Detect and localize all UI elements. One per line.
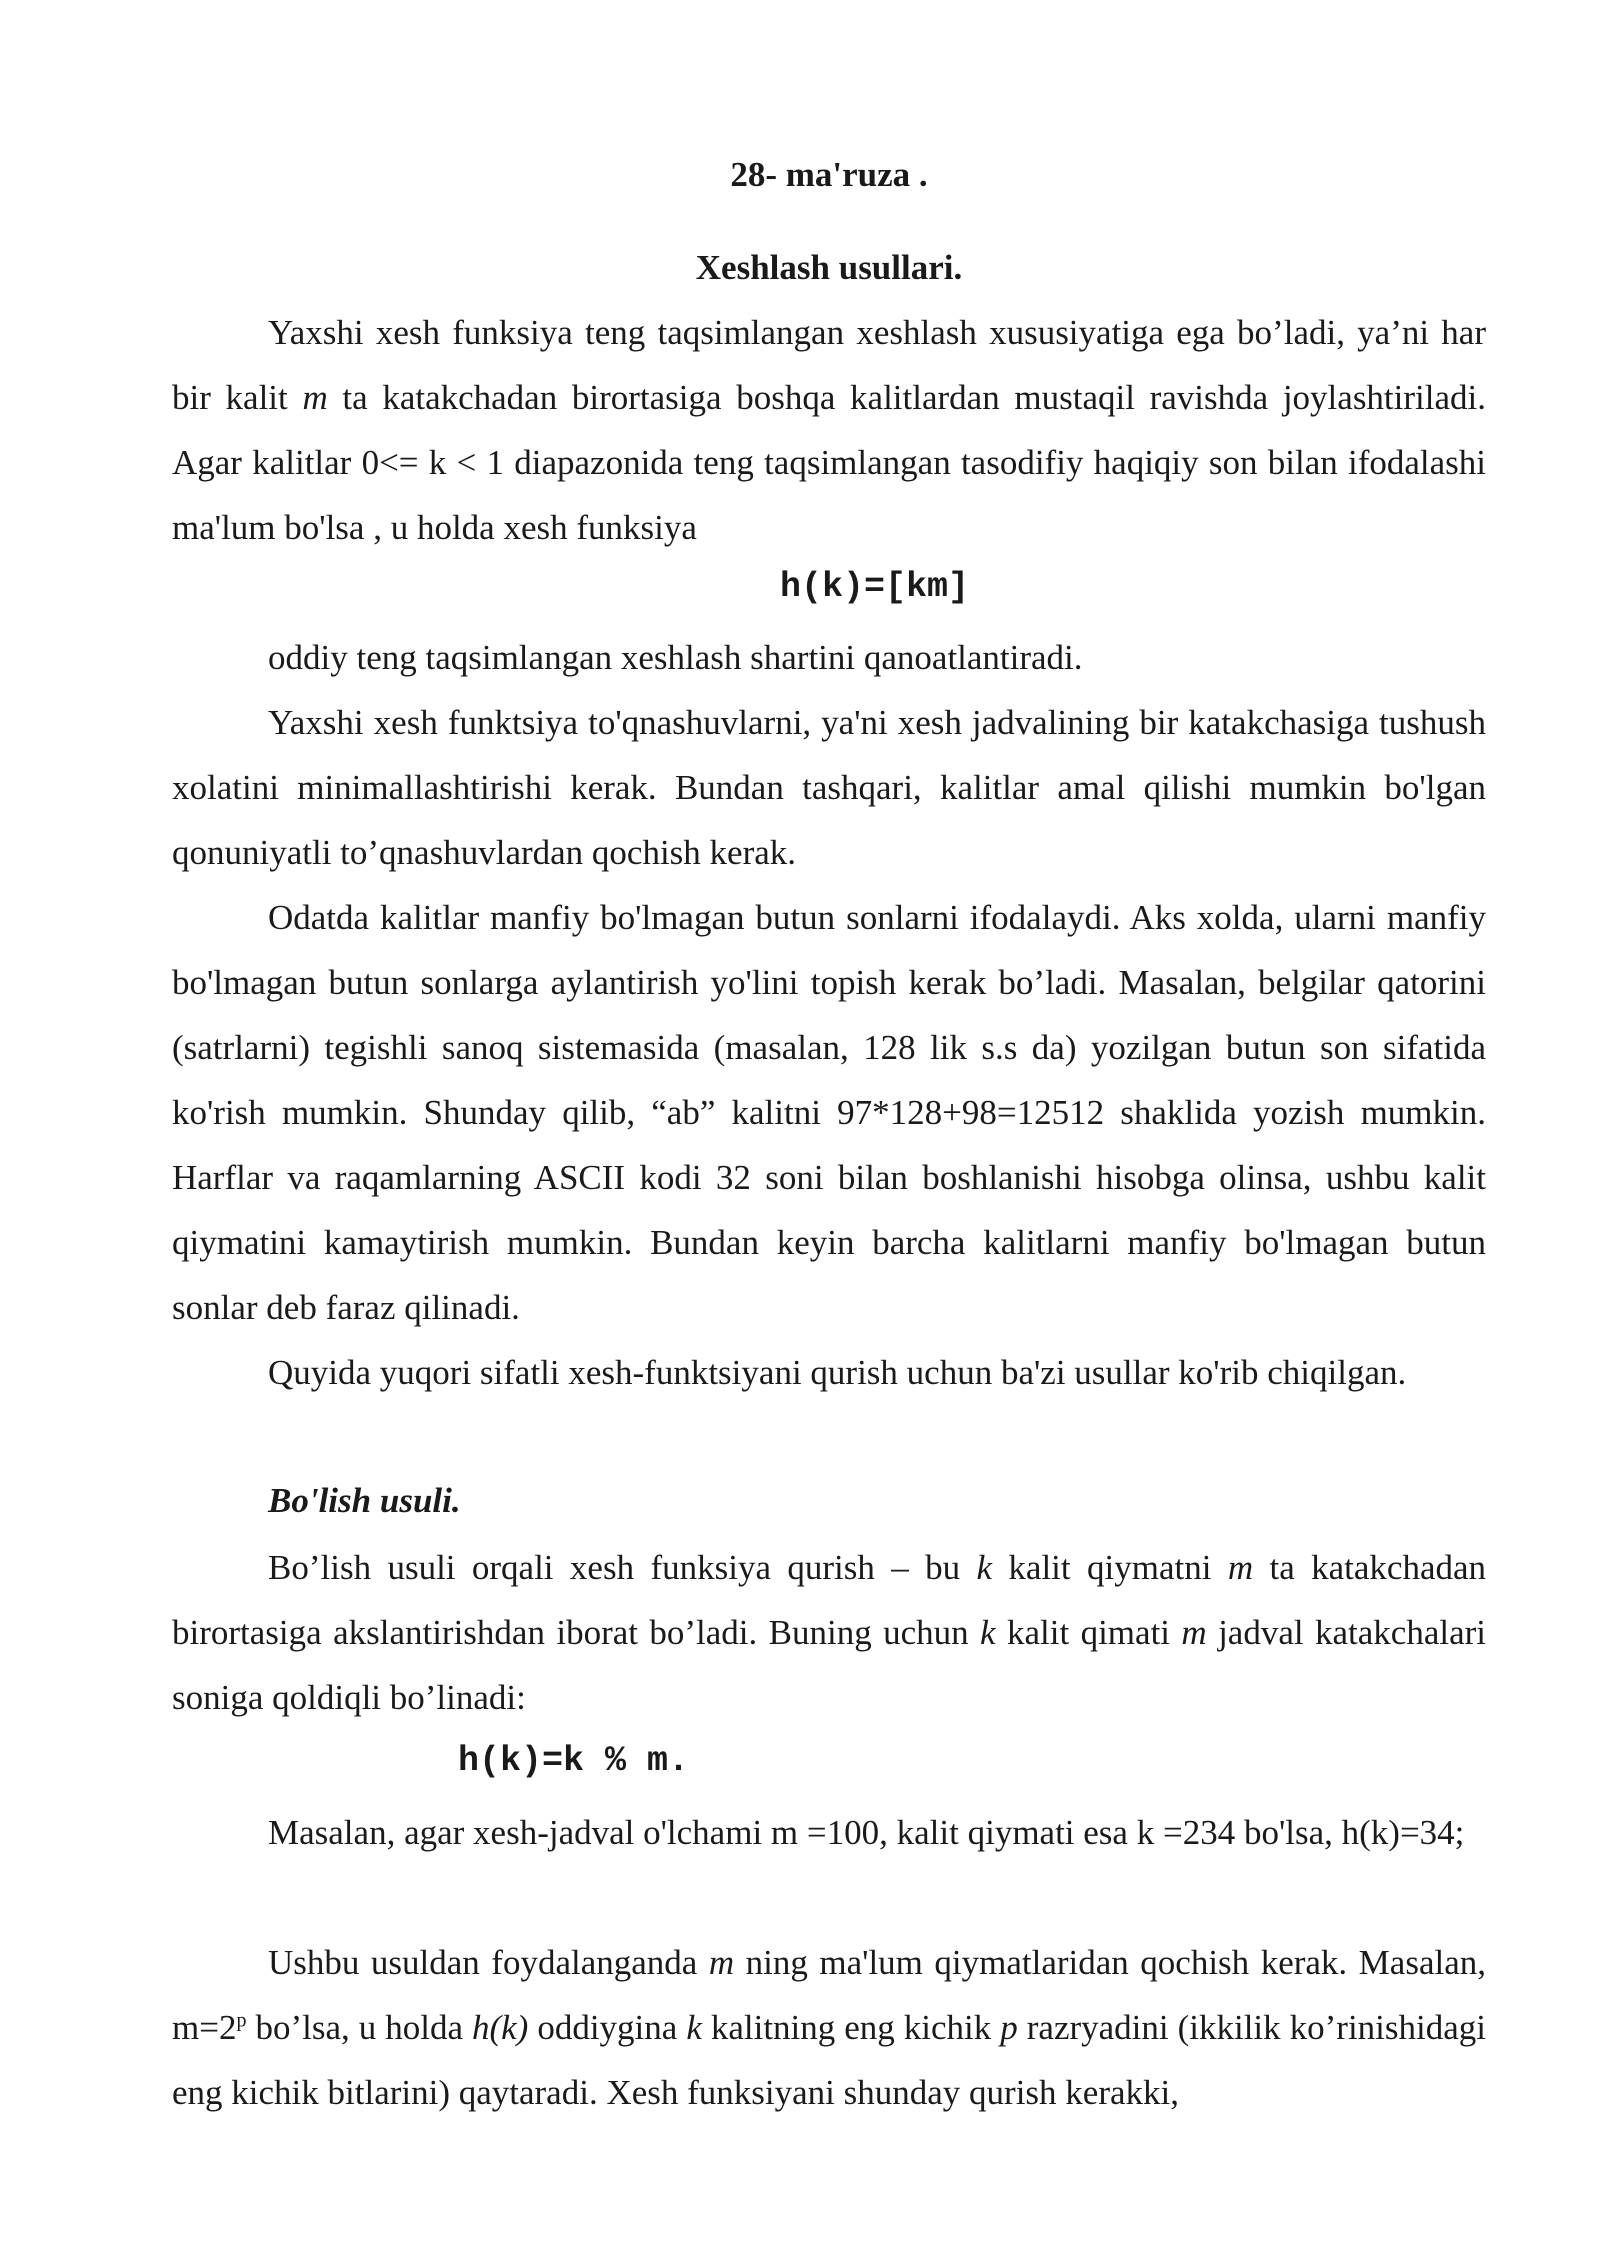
italic-var: k (976, 1548, 993, 1587)
text-run: Ushbu usuldan foydalanganda (268, 1943, 709, 1982)
italic-var: m (1227, 1548, 1254, 1587)
paragraph-keys: Odatda kalitlar manfiy bo'lmagan butun sonlarni ifodalaydi. Aks xolda, ularni manfiy bo'lmagan butun sonlarga aylantirish yo'lini topish kerak bo’ladi. Masalan, belgilar qatorini (satrlarni) tegishli sanoq sistemasida (masalan, 128 lik s.s da) yozilgan butun son sifatida ko'rish mumkin. Shunday qilib, “ab” kalitni 97*128+98=12512 shaklida yozish mumkin. Harflar va raqamlarning ASCII kodi 32 soni bilan boshlanishi hisobga olinsa, ushbu kalit qiymatini kamaytirish mumkin. Bundan keyin barcha kalitlarni manfiy bo'lmagan butun sonlar deb faraz qilinadi. (172, 898, 1486, 1327)
italic-var: m (1181, 1613, 1207, 1652)
superscript: p (236, 2009, 247, 2032)
paragraph-methods: Quyida yuqori sifatli xesh-funktsiyani qurish uchun ba'zi usullar ko'rib chiqilgan. (268, 1353, 1407, 1392)
italic-var: k (980, 1613, 996, 1652)
paragraph-warning (172, 1930, 1486, 2125)
heading-division-method: Bo'lish usuli. (268, 1481, 461, 1520)
italic-var: p (1000, 2008, 1018, 2047)
paragraph-intro (172, 300, 1486, 560)
text-run: oddiygina (528, 2008, 687, 2047)
text-run: kalit qiymatni (992, 1548, 1228, 1587)
paragraph-collisions: Yaxshi xesh funktsiya to'qnashuvlarni, ya'ni xesh jadvalining bir katakchasiga tushush xolatini minimallashtirishi kerak. Bundan tashqari, kalitlar amal qilishi mumkin bo'lgan qonuniyatli to’qnashuvlardan qochish kerak. (172, 703, 1486, 872)
italic-var: m (708, 1943, 735, 1982)
text-run: kalitning eng kichik (701, 2008, 1001, 2047)
italic-var: h(k) (471, 2008, 529, 2047)
lecture-title: 28- ma'ruza . (730, 155, 928, 194)
text-run: Bo’lish usuli orqali xesh funksiya qurish – bu (268, 1548, 977, 1587)
paragraph-example: Masalan, agar xesh-jadval o'lchami m =100, kalit qiymati esa k =234 bo'lsa, h(k)=34; (268, 1813, 1465, 1852)
paragraph-division (172, 1535, 1486, 1730)
text-run: ta katakchadan birortasiga akslantirishdan iborat bo’ladi. Buning uchun (172, 1548, 1487, 1652)
italic-var: k (686, 2008, 702, 2047)
text-run: Yaxshi xesh funksiya teng taqsimlangan xeshlash xususiyatiga ega bo’ladi, ya’ni har bir kalit (172, 313, 1486, 417)
text-run: bo’lsa, u holda (246, 2008, 472, 2047)
italic-var: m (302, 378, 328, 417)
text-run: ta katakchadan birortasiga boshqa kalitlardan mustaqil ravishda joylashtiriladi. Agar kalitlar 0<= k < 1 diapazonida teng taqsimlangan tasodifiy haqiqiy son bilan ifodalashi ma'lum bo'lsa , u holda xesh funksiya (172, 378, 1486, 547)
text-run: jadval katakchalari soniga qoldiqli bo’linadi: (172, 1613, 1486, 1717)
paragraph-uniform: oddiy teng taqsimlangan xeshlash shartini qanoatlantiradi. (268, 638, 1083, 677)
text-run: kalit qimati (995, 1613, 1182, 1652)
text-run: razryadini (ikkilik ko’rinishidagi eng kichik bitlarini) qaytaradi. Xesh funksiyani shunday qurish kerakki, (172, 2008, 1487, 2112)
formula-mod: h(k)=k % m. (458, 1741, 690, 1781)
text-run: ning ma'lum qiymatlaridan qochish kerak. Masalan, m=2 (172, 1943, 1486, 2047)
formula-km: h(k)=[km] (780, 567, 970, 607)
section-title: Xeshlash usullari. (695, 248, 963, 287)
